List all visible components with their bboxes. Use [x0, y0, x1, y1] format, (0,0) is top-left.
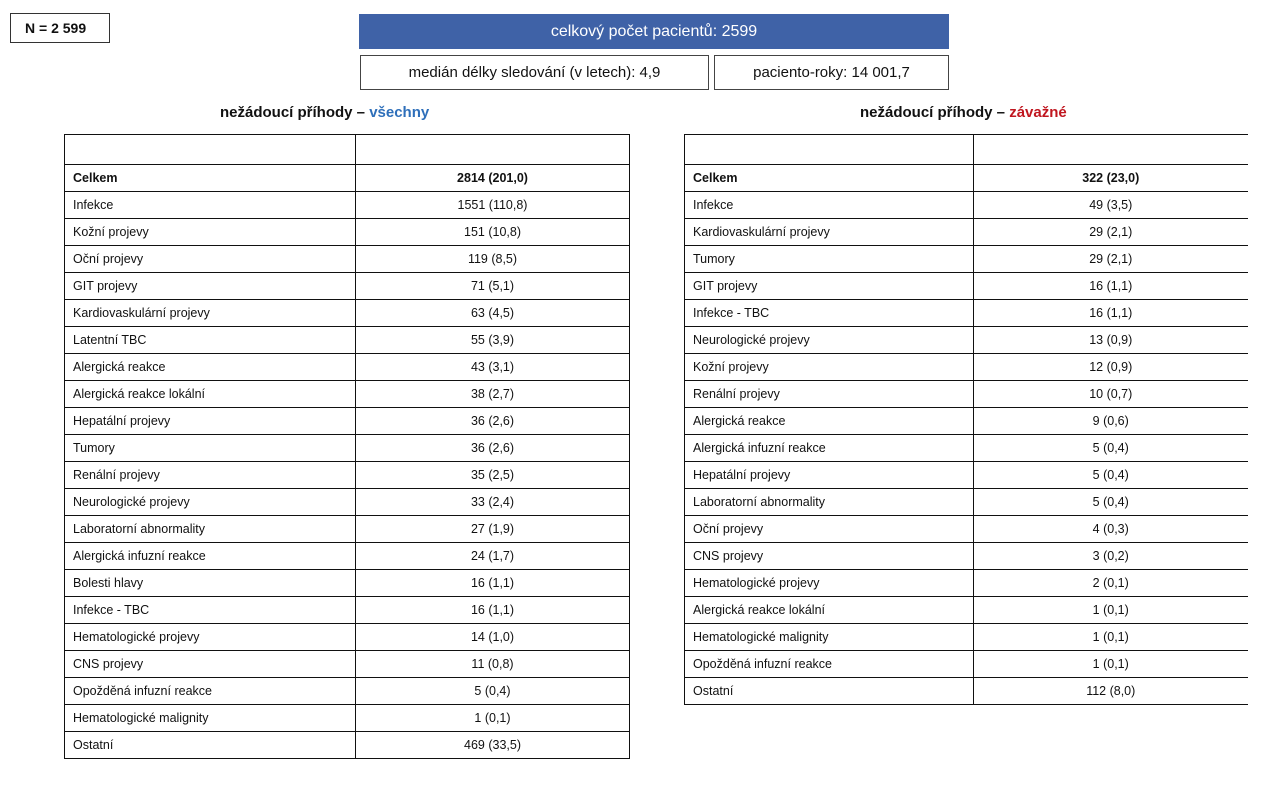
- total-value-cell: 322 (23,0): [974, 165, 1248, 192]
- row-label-cell: Latentní TBC: [65, 327, 356, 354]
- row-value-cell: 5 (0,4): [356, 678, 630, 705]
- row-value-cell: 27 (1,9): [356, 516, 630, 543]
- table-row: [685, 516, 1248, 543]
- table-row: [685, 435, 1248, 462]
- row-label-cell: Alergická reakce: [685, 408, 974, 435]
- row-label-cell: Infekce: [685, 192, 974, 219]
- serious-events-table: [684, 134, 1248, 705]
- row-value-cell: 24 (1,7): [356, 543, 630, 570]
- all-events-table: [64, 134, 630, 759]
- row-value-cell: 9 (0,6): [974, 408, 1248, 435]
- row-label-cell: GIT projevy: [685, 273, 974, 300]
- row-value-cell: 16 (1,1): [356, 570, 630, 597]
- row-value-cell: 12 (0,9): [974, 354, 1248, 381]
- serious-events-table-body: [685, 135, 1248, 705]
- row-label-cell: Hepatální projevy: [685, 462, 974, 489]
- row-label-cell: Infekce - TBC: [65, 597, 356, 624]
- table-row: [65, 192, 630, 219]
- table-row: [685, 192, 1248, 219]
- row-value-cell: 29 (2,1): [974, 219, 1248, 246]
- row-value-cell: 16 (1,1): [974, 300, 1248, 327]
- row-value-cell: 2 (0,1): [974, 570, 1248, 597]
- row-label-cell: Alergická infuzní reakce: [685, 435, 974, 462]
- row-label-cell: Alergická reakce lokální: [65, 381, 356, 408]
- table-row: [685, 678, 1248, 705]
- row-label-cell: Oční projevy: [685, 516, 974, 543]
- table-row: [65, 246, 630, 273]
- row-label-cell: Ostatní: [685, 678, 974, 705]
- total-patients-banner: celkový počet pacientů: 2599: [359, 14, 949, 49]
- total-label-cell: Celkem: [65, 165, 356, 192]
- row-value-cell: 16 (1,1): [974, 273, 1248, 300]
- table-row: [65, 570, 630, 597]
- table-row: [65, 408, 630, 435]
- table-total-row: [65, 165, 630, 192]
- row-label-cell: CNS projevy: [685, 543, 974, 570]
- row-value-cell: 469 (33,5): [356, 732, 630, 759]
- table-row: [65, 381, 630, 408]
- table-row: [685, 381, 1248, 408]
- row-value-cell: 43 (3,1): [356, 354, 630, 381]
- row-label-cell: Opožděná infuzní reakce: [685, 651, 974, 678]
- row-value-cell: 1 (0,1): [974, 624, 1248, 651]
- sample-size-label: N = 2 599: [10, 13, 110, 43]
- table-header-row: [685, 135, 1248, 165]
- table-row: [65, 327, 630, 354]
- row-value-cell: 55 (3,9): [356, 327, 630, 354]
- table-row: [685, 273, 1248, 300]
- table-row: [685, 354, 1248, 381]
- row-value-cell: 71 (5,1): [356, 273, 630, 300]
- table-row: [65, 678, 630, 705]
- row-label-cell: Hepatální projevy: [65, 408, 356, 435]
- table-row: [685, 489, 1248, 516]
- table-row: [65, 516, 630, 543]
- table-row: [685, 300, 1248, 327]
- table-row: [685, 327, 1248, 354]
- row-value-cell: 38 (2,7): [356, 381, 630, 408]
- table-row: [65, 300, 630, 327]
- serious-events-title: [860, 104, 1067, 121]
- table-row: [65, 435, 630, 462]
- row-label-cell: Alergická infuzní reakce: [65, 543, 356, 570]
- row-label-cell: Renální projevy: [65, 462, 356, 489]
- row-label-cell: Bolesti hlavy: [65, 570, 356, 597]
- table-row: [65, 651, 630, 678]
- total-value-cell: 2814 (201,0): [356, 165, 630, 192]
- row-label-cell: Tumory: [685, 246, 974, 273]
- serious-events-title-prefix: nežádoucí příhody –: [860, 104, 1010, 121]
- table-row: [685, 462, 1248, 489]
- row-label-cell: Infekce: [65, 192, 356, 219]
- row-value-cell: 1551 (110,8): [356, 192, 630, 219]
- row-label-cell: Laboratorní abnormality: [685, 489, 974, 516]
- row-label-cell: Hematologické projevy: [65, 624, 356, 651]
- row-value-cell: 1 (0,1): [356, 705, 630, 732]
- row-value-cell: 11 (0,8): [356, 651, 630, 678]
- table-total-row: [685, 165, 1248, 192]
- row-value-cell: 35 (2,5): [356, 462, 630, 489]
- row-value-cell: 1 (0,1): [974, 597, 1248, 624]
- row-value-cell: 13 (0,9): [974, 327, 1248, 354]
- row-value-cell: 63 (4,5): [356, 300, 630, 327]
- row-label-cell: Kožní projevy: [685, 354, 974, 381]
- table-row: [685, 624, 1248, 651]
- table-row: [65, 273, 630, 300]
- row-label-cell: CNS projevy: [65, 651, 356, 678]
- row-value-cell: 29 (2,1): [974, 246, 1248, 273]
- table-row: [685, 408, 1248, 435]
- row-value-cell: 151 (10,8): [356, 219, 630, 246]
- table-row: [685, 651, 1248, 678]
- table-header-row: [65, 135, 630, 165]
- table-row: [65, 462, 630, 489]
- row-value-cell: 4 (0,3): [974, 516, 1248, 543]
- table-row: [65, 219, 630, 246]
- row-label-cell: Kardiovaskulární projevy: [65, 300, 356, 327]
- row-label-cell: Neurologické projevy: [65, 489, 356, 516]
- row-value-cell: 16 (1,1): [356, 597, 630, 624]
- row-value-cell: 119 (8,5): [356, 246, 630, 273]
- row-label-cell: Opožděná infuzní reakce: [65, 678, 356, 705]
- row-value-cell: 14 (1,0): [356, 624, 630, 651]
- serious-events-title-highlight: závažné: [1009, 104, 1067, 121]
- row-label-cell: Kožní projevy: [65, 219, 356, 246]
- header-cell-empty: [974, 135, 1248, 165]
- median-followup-box: medián délky sledování (v letech): 4,9: [360, 55, 709, 90]
- table-row: [685, 246, 1248, 273]
- row-value-cell: 36 (2,6): [356, 435, 630, 462]
- row-label-cell: GIT projevy: [65, 273, 356, 300]
- row-label-cell: Hematologické malignity: [65, 705, 356, 732]
- row-label-cell: Neurologické projevy: [685, 327, 974, 354]
- row-label-cell: Hematologické malignity: [685, 624, 974, 651]
- table-row: [685, 597, 1248, 624]
- row-value-cell: 33 (2,4): [356, 489, 630, 516]
- header-cell-empty: [356, 135, 630, 165]
- row-label-cell: Alergická reakce: [65, 354, 356, 381]
- table-row: [65, 732, 630, 759]
- total-label-cell: Celkem: [685, 165, 974, 192]
- header-cell-empty: [685, 135, 974, 165]
- row-value-cell: 49 (3,5): [974, 192, 1248, 219]
- row-value-cell: 5 (0,4): [974, 435, 1248, 462]
- table-row: [65, 705, 630, 732]
- row-label-cell: Tumory: [65, 435, 356, 462]
- table-row: [685, 219, 1248, 246]
- row-value-cell: 10 (0,7): [974, 381, 1248, 408]
- table-row: [65, 597, 630, 624]
- row-value-cell: 1 (0,1): [974, 651, 1248, 678]
- table-row: [685, 570, 1248, 597]
- row-label-cell: Hematologické projevy: [685, 570, 974, 597]
- table-row: [65, 489, 630, 516]
- header-cell-empty: [65, 135, 356, 165]
- row-value-cell: 36 (2,6): [356, 408, 630, 435]
- row-label-cell: Renální projevy: [685, 381, 974, 408]
- table-row: [65, 543, 630, 570]
- row-label-cell: Infekce - TBC: [685, 300, 974, 327]
- table-row: [685, 543, 1248, 570]
- row-label-cell: Kardiovaskulární projevy: [685, 219, 974, 246]
- row-label-cell: Alergická reakce lokální: [685, 597, 974, 624]
- table-row: [65, 624, 630, 651]
- table-row: [65, 354, 630, 381]
- all-events-title-highlight: všechny: [369, 104, 430, 121]
- row-value-cell: 3 (0,2): [974, 543, 1248, 570]
- row-value-cell: 5 (0,4): [974, 462, 1248, 489]
- row-label-cell: Ostatní: [65, 732, 356, 759]
- all-events-table-body: [65, 135, 630, 759]
- row-value-cell: 112 (8,0): [974, 678, 1248, 705]
- all-events-title: [220, 104, 429, 121]
- row-label-cell: Laboratorní abnormality: [65, 516, 356, 543]
- patient-years-box: paciento-roky: 14 001,7: [714, 55, 949, 90]
- all-events-title-prefix: nežádoucí příhody –: [220, 104, 370, 121]
- row-label-cell: Oční projevy: [65, 246, 356, 273]
- row-value-cell: 5 (0,4): [974, 489, 1248, 516]
